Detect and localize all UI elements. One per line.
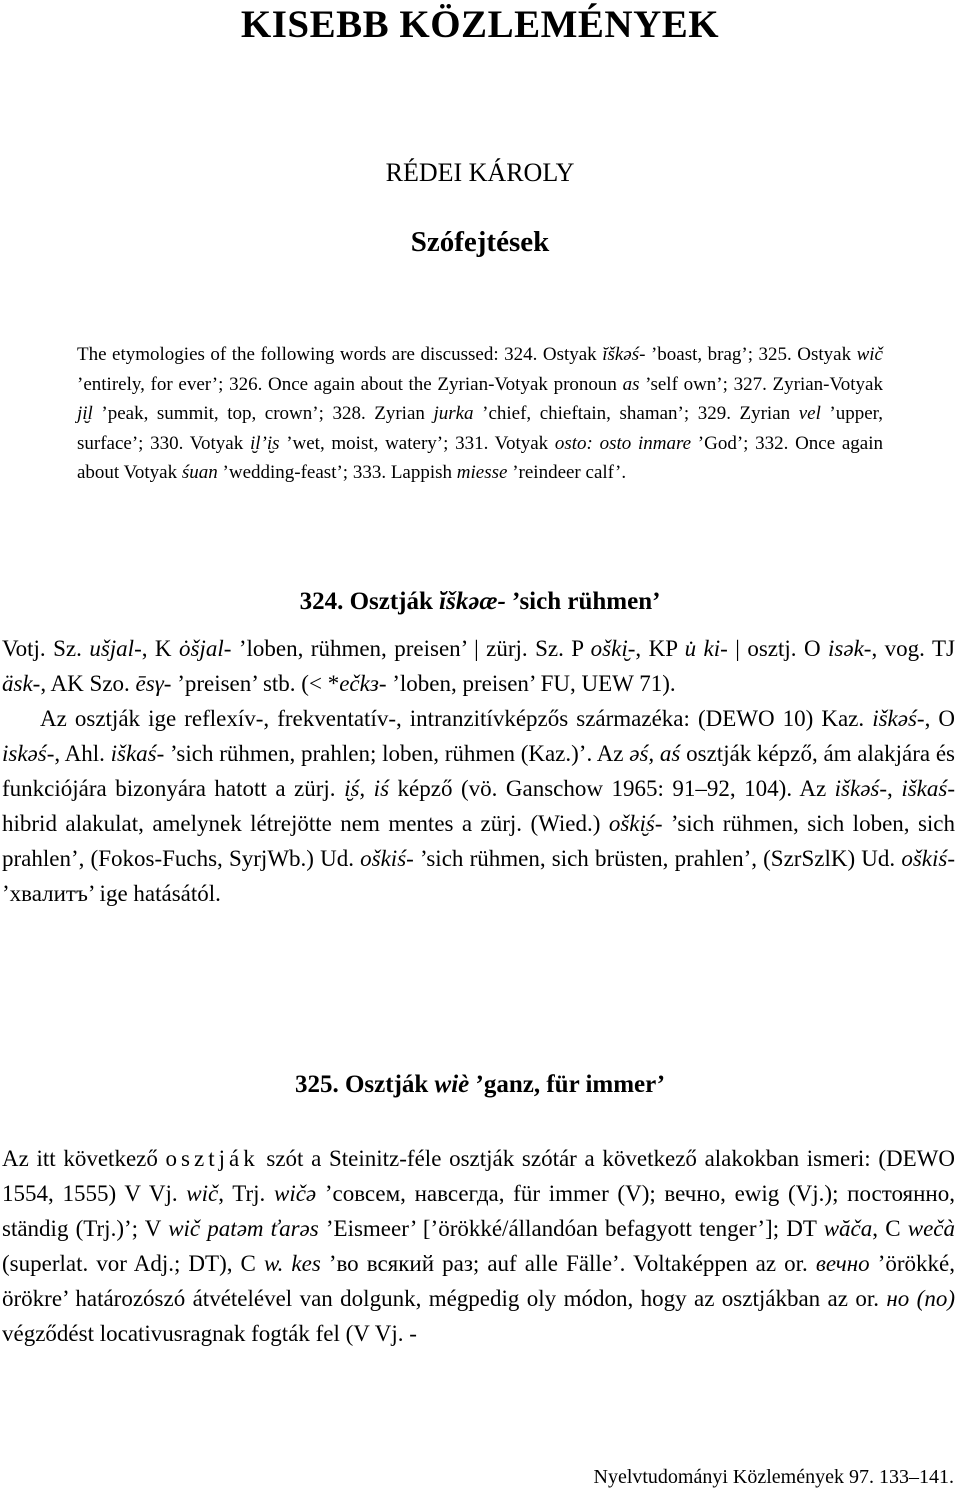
section-324-paragraph-1: Votj. Sz. ušjal-, K ȯšjal- ’loben, rühmen, preisen’ | zürj. Sz. P oški̮-, KP u̇ ki- | osztj. O isək-, vog. TJ äsk-, AK Szo. ēsγ- ’preisen’ stb. (< *ečkз- ’loben, preisen’ FU, UEW 71). bbox=[2, 636, 955, 696]
page-title: KISEBB KÖZLEMÉNYEK bbox=[240, 3, 720, 46]
article-subtitle: Szófejtések bbox=[410, 226, 550, 258]
english-abstract: The etymologies of the following words are discussed: 324. Ostyak ĭškəś- ’boast, brag’; 325. Ostyak wič ’entirely, for ever’; 326. Once again about the Zyrian-Votyak pronoun as ’self own’; 327. Zyrian-Votyak ji̮l ’peak, summit, top, crown’; 328. Zyrian jurka ’chief, chieftain, shaman’; 329. Zyrian vel ’upper, surface’; 330. Votyak i̮l’i̮s ’wet, moist, watery’; 331. Votyak osto: osto inmare ’God’; 332. Once again about Votyak śuan ’wedding-feast’; 333. Lappish miesse ’reindeer calf’. bbox=[77, 344, 884, 483]
section-324-heading: 324. Osztják ĭškəæ- ’sich rühmen’ bbox=[299, 588, 661, 615]
author-name: RÉDEI KÁROLY bbox=[385, 158, 575, 187]
section-325-body bbox=[2, 1141, 955, 1351]
section-325-paragraph-1: Az itt következő osztják szót a Steinitz-féle osztják szótár a következő alakokban ismeri: (DEWO 1554, 1555) V Vj. wič, Trj. wičə ’совсем, навсегда, für immer (V); вечно, ewig (Vj.); постоянно, ständig (Trj.)’; V wič patəm ťarəs ’Eismeer’ [’örökké/állandóan befagyott tenger’]; DT wăča, C wečà (superlat. vor Adj.; DT), C w. kes ’во всякий раз; auf alle Fälle’. Voltaképpen az or. вечно ’örökké, örökre’ határozószó átvételével van dolgunk, mégpedig oly módon, hogy az osztjákban az or. но (no) végződést locativusragnak fogták fel (V Vj. - bbox=[2, 1146, 956, 1346]
section-324-paragraph-2: Az osztják ige reflexív-, frekventatív-, intranzitívképzős származéka: (DEWO 10) Kaz. iškəś-, O iskəś-, Ahl. iškaś- ’sich rühmen, prahlen; loben, rühmen (Kaz.)’. Az əś, aś osztják képző, ám alakjára és funkciójára bizonyára hatott a zürj. i̮ś, iś képző (vö. Ganschow 1965: 91–92, 104). Az iškəś-, iškaś-hibrid alakulat, amelynek létrejötte nem mentes a zürj. (Wied.) oški̮ś- ’sich rühmen, sich loben, sich prahlen’, (Fokos-Fuchs, SyrjWb.) Ud. oškiś- ’sich rühmen, sich brüsten, prahlen’, (SzrSzlK) Ud. oškiś- ’хвалитъ’ ige hatásától. bbox=[2, 706, 956, 906]
section-324-body bbox=[2, 631, 955, 911]
section-325-heading: 325. Osztják wiè ’ganz, für immer’ bbox=[294, 1071, 666, 1098]
journal-citation: Nyelvtudományi Közlemények 97. 133–141. bbox=[593, 1466, 954, 1488]
